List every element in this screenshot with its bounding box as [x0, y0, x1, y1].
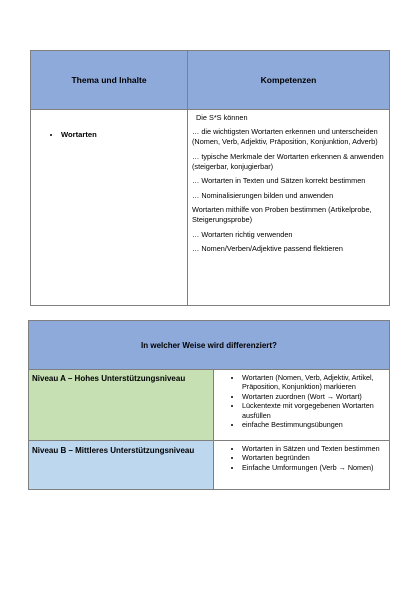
competence-header: Kompetenzen [188, 51, 390, 110]
differentiation-header: In welcher Weise wird differenziert? [29, 321, 390, 370]
competence-item: … Nominalisierungen bilden und anwenden [192, 190, 334, 200]
list-item: • einfache Bestimmungsübungen [242, 420, 387, 429]
level-a-label: Niveau A – Hohes Unterstützungsniveau [29, 370, 214, 441]
level-b-label: Niveau B – Mittleres Unterstützungsniveau [29, 441, 214, 490]
competence-table [30, 50, 390, 306]
competence-item: … Wortarten richtig verwenden [192, 229, 293, 239]
differentiation-table [28, 320, 390, 490]
list-item: • Einfache Umformungen (Verb → Nomen) [242, 463, 387, 472]
list-item: • Wortarten in Sätzen und Texten bestimmen [242, 444, 387, 453]
list-item: • Wortarten (Nomen, Verb, Adjektiv, Artikel, Präposition, Konjunktion) markieren [242, 373, 387, 392]
topic-list [47, 130, 187, 139]
list-item: • Wortarten begründen [242, 453, 387, 462]
level-b-items [214, 441, 390, 490]
competence-item: … Wortarten in Texten und Sätzen korrekt bestimmen [192, 176, 366, 185]
competence-item: … die wichtigsten Wortarten erkennen und unterscheiden (Nomen, Verb, Adjektiv, Präposition, Konjunktion, Adverb) [192, 127, 378, 146]
level-a-items [214, 370, 390, 441]
topic-item: • Wortarten [61, 130, 187, 139]
topic-cell [31, 110, 188, 306]
topic-header: Thema und Inhalte [31, 51, 188, 110]
competence-item: Wortarten mithilfe von Proben bestimmen (Artikelprobe, Steigerungsprobe) [192, 205, 372, 224]
competence-lead: Die S*S können [196, 113, 248, 122]
competence-item: … typische Merkmale der Wortarten erkennen & anwenden (steigerbar, konjugierbar) [192, 151, 384, 171]
list-item: • Lückentexte mit vorgegebenen Wortarten ausfüllen [242, 401, 387, 420]
competence-item: … Nomen/Verben/Adjektive passend flektieren [192, 244, 343, 253]
list-item: • Wortarten zuordnen (Wort → Wortart) [242, 392, 387, 401]
competence-cell [188, 110, 390, 306]
